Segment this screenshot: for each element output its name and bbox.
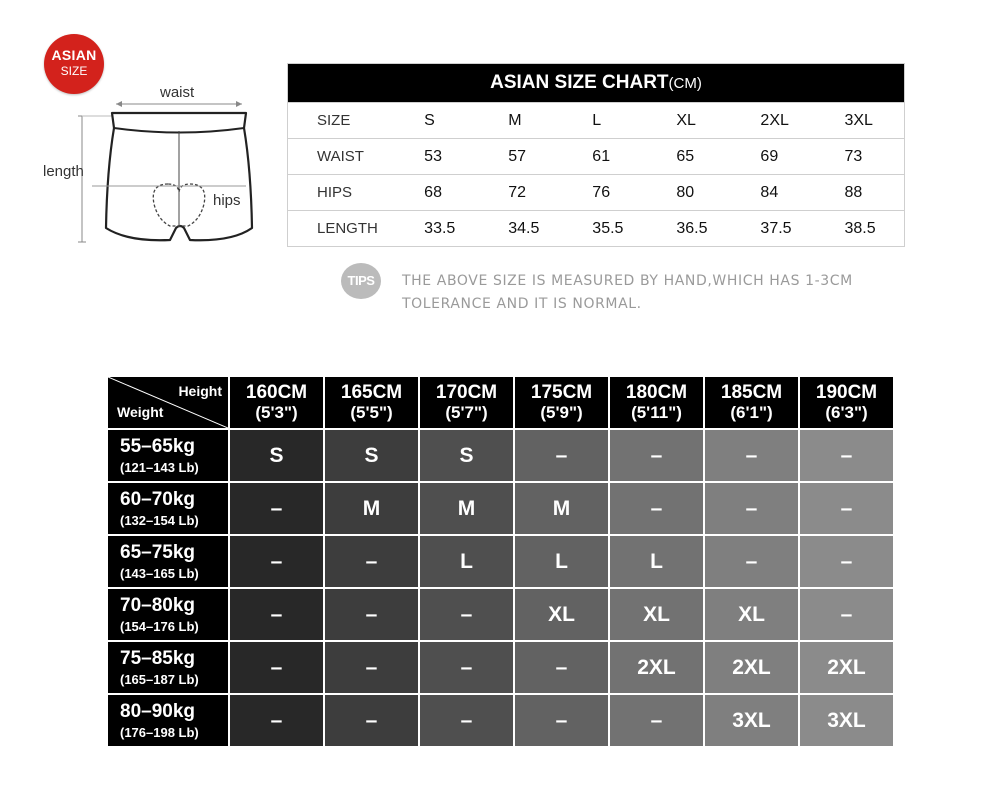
height-col-header	[515, 377, 608, 428]
fit-size-cell: –	[420, 642, 513, 693]
size-chart-unit: (CM)	[668, 75, 702, 92]
fit-size-cell: –	[515, 430, 608, 481]
fit-size-cell: –	[705, 536, 798, 587]
weight-lb: (121–143 Lb)	[120, 460, 199, 475]
height-cm: 170CM	[435, 381, 498, 403]
table-cell: 72	[508, 175, 592, 211]
table-cell: 34.5	[508, 211, 592, 247]
fit-size-cell: M	[420, 483, 513, 534]
table-cell: 35.5	[592, 211, 676, 247]
table-cell: 57	[508, 139, 592, 175]
height-cm: 165CM	[340, 381, 403, 403]
row-label-hips: HIPS	[288, 175, 425, 211]
fit-size-cell: –	[230, 483, 323, 534]
fit-size-cell: XL	[515, 589, 608, 640]
fit-size-cell: XL	[705, 589, 798, 640]
fit-size-cell: 2XL	[705, 642, 798, 693]
height-col-header	[230, 377, 323, 428]
height-cm: 175CM	[530, 381, 593, 403]
size-chart-row-waist	[288, 139, 905, 175]
weight-row-header	[108, 430, 228, 481]
height-col-header	[610, 377, 703, 428]
size-header: XL	[676, 103, 760, 139]
fit-size-cell: –	[515, 642, 608, 693]
badge-line1: ASIAN	[51, 47, 97, 63]
fit-size-cell: –	[230, 536, 323, 587]
fit-row	[108, 642, 893, 693]
size-header-label: SIZE	[288, 103, 425, 139]
length-label: length	[43, 163, 84, 180]
size-chart-row-length	[288, 211, 905, 247]
height-ft: (5'11")	[631, 402, 682, 422]
table-cell: 68	[424, 175, 508, 211]
fit-size-cell: –	[325, 642, 418, 693]
fit-size-cell: –	[800, 536, 893, 587]
fit-size-cell: –	[800, 430, 893, 481]
size-header: 3XL	[844, 103, 904, 139]
fit-size-cell: –	[325, 536, 418, 587]
fit-size-cell: S	[230, 430, 323, 481]
table-cell: 33.5	[424, 211, 508, 247]
height-col-header	[420, 377, 513, 428]
shorts-illustration	[0, 0, 280, 260]
height-cm: 160CM	[245, 381, 308, 403]
fit-header-row	[108, 377, 893, 428]
size-chart-header-row	[288, 103, 905, 139]
height-col-header	[705, 377, 798, 428]
shorts-diagram	[0, 0, 280, 260]
fit-size-cell: –	[230, 695, 323, 746]
size-chart-row-hips	[288, 175, 905, 211]
height-cm: 180CM	[625, 381, 688, 403]
fit-size-cell: –	[610, 430, 703, 481]
height-col-header	[325, 377, 418, 428]
fit-size-cell: M	[325, 483, 418, 534]
tips-icon	[341, 263, 381, 299]
weight-kg: 65–75kg	[120, 542, 196, 563]
table-cell: 69	[760, 139, 844, 175]
height-ft: (5'5")	[350, 402, 393, 422]
table-cell: 36.5	[676, 211, 760, 247]
fit-size-cell: S	[420, 430, 513, 481]
fit-row	[108, 536, 893, 587]
table-cell: 61	[592, 139, 676, 175]
weight-kg: 55–65kg	[120, 436, 196, 457]
weight-kg: 70–80kg	[120, 595, 196, 616]
fit-size-cell: L	[610, 536, 703, 587]
weight-lb: (143–165 Lb)	[120, 566, 199, 581]
waist-label: waist	[160, 84, 195, 101]
size-chart-title-text: ASIAN SIZE CHART	[490, 72, 669, 93]
row-label-waist: WAIST	[288, 139, 425, 175]
weight-row-header	[108, 589, 228, 640]
height-ft: (6'1")	[730, 402, 773, 422]
height-weight-fit-table	[106, 375, 895, 748]
height-cm: 185CM	[720, 381, 783, 403]
height-ft: (5'7")	[445, 402, 488, 422]
table-cell: 88	[844, 175, 904, 211]
fit-size-cell: XL	[610, 589, 703, 640]
height-ft: (5'9")	[540, 402, 583, 422]
weight-lb: (176–198 Lb)	[120, 725, 199, 740]
height-ft: (5'3")	[255, 402, 298, 422]
corner-weight-label: Weight	[117, 404, 164, 420]
table-cell: 73	[844, 139, 904, 175]
fit-size-cell: 2XL	[800, 642, 893, 693]
table-cell: 84	[760, 175, 844, 211]
tips-line2: TOLERANCE AND IT IS NORMAL.	[402, 296, 642, 312]
weight-kg: 80–90kg	[120, 701, 196, 722]
fit-size-cell: –	[515, 695, 608, 746]
asian-size-chart-table	[287, 63, 905, 247]
weight-row-header	[108, 695, 228, 746]
height-col-header	[800, 377, 893, 428]
fit-size-cell: –	[230, 642, 323, 693]
fit-row	[108, 430, 893, 481]
fit-size-cell: –	[325, 695, 418, 746]
fit-size-cell: –	[325, 589, 418, 640]
height-cm: 190CM	[815, 381, 878, 403]
fit-size-cell: 3XL	[800, 695, 893, 746]
weight-lb: (132–154 Lb)	[120, 513, 199, 528]
fit-row	[108, 589, 893, 640]
tips-icon-label: TIPS	[347, 273, 375, 288]
row-label-length: LENGTH	[288, 211, 425, 247]
fit-size-cell: –	[610, 695, 703, 746]
fit-size-cell: –	[420, 589, 513, 640]
weight-row-header	[108, 642, 228, 693]
fit-size-cell: L	[515, 536, 608, 587]
weight-row-header	[108, 483, 228, 534]
fit-size-cell: –	[705, 430, 798, 481]
tips-note	[402, 270, 853, 316]
fit-size-cell: –	[610, 483, 703, 534]
fit-size-cell: –	[800, 483, 893, 534]
fit-size-cell: –	[230, 589, 323, 640]
table-cell: 37.5	[760, 211, 844, 247]
fit-size-cell: 3XL	[705, 695, 798, 746]
fit-size-cell: –	[705, 483, 798, 534]
fit-corner-cell	[108, 377, 228, 428]
weight-kg: 75–85kg	[120, 648, 196, 669]
badge-line2: SIZE	[60, 64, 88, 78]
fit-row	[108, 695, 893, 746]
fit-row	[108, 483, 893, 534]
table-cell: 65	[676, 139, 760, 175]
table-cell: 38.5	[844, 211, 904, 247]
table-cell: 76	[592, 175, 676, 211]
size-header: 2XL	[760, 103, 844, 139]
tips-line1: THE ABOVE SIZE IS MEASURED BY HAND,WHICH HAS 1-3CM	[402, 273, 853, 289]
table-cell: 80	[676, 175, 760, 211]
corner-height-label: Height	[178, 383, 222, 399]
weight-kg: 60–70kg	[120, 489, 196, 510]
fit-size-cell: S	[325, 430, 418, 481]
size-chart-title	[288, 64, 905, 103]
fit-size-cell: 2XL	[610, 642, 703, 693]
table-cell: 53	[424, 139, 508, 175]
size-header: M	[508, 103, 592, 139]
fit-size-cell: M	[515, 483, 608, 534]
height-ft: (6'3")	[825, 402, 868, 422]
size-header: L	[592, 103, 676, 139]
size-header: S	[424, 103, 508, 139]
weight-row-header	[108, 536, 228, 587]
fit-size-cell: –	[420, 695, 513, 746]
weight-lb: (165–187 Lb)	[120, 672, 199, 687]
hips-label: hips	[213, 192, 241, 209]
weight-lb: (154–176 Lb)	[120, 619, 199, 634]
fit-size-cell: –	[800, 589, 893, 640]
fit-size-cell: L	[420, 536, 513, 587]
